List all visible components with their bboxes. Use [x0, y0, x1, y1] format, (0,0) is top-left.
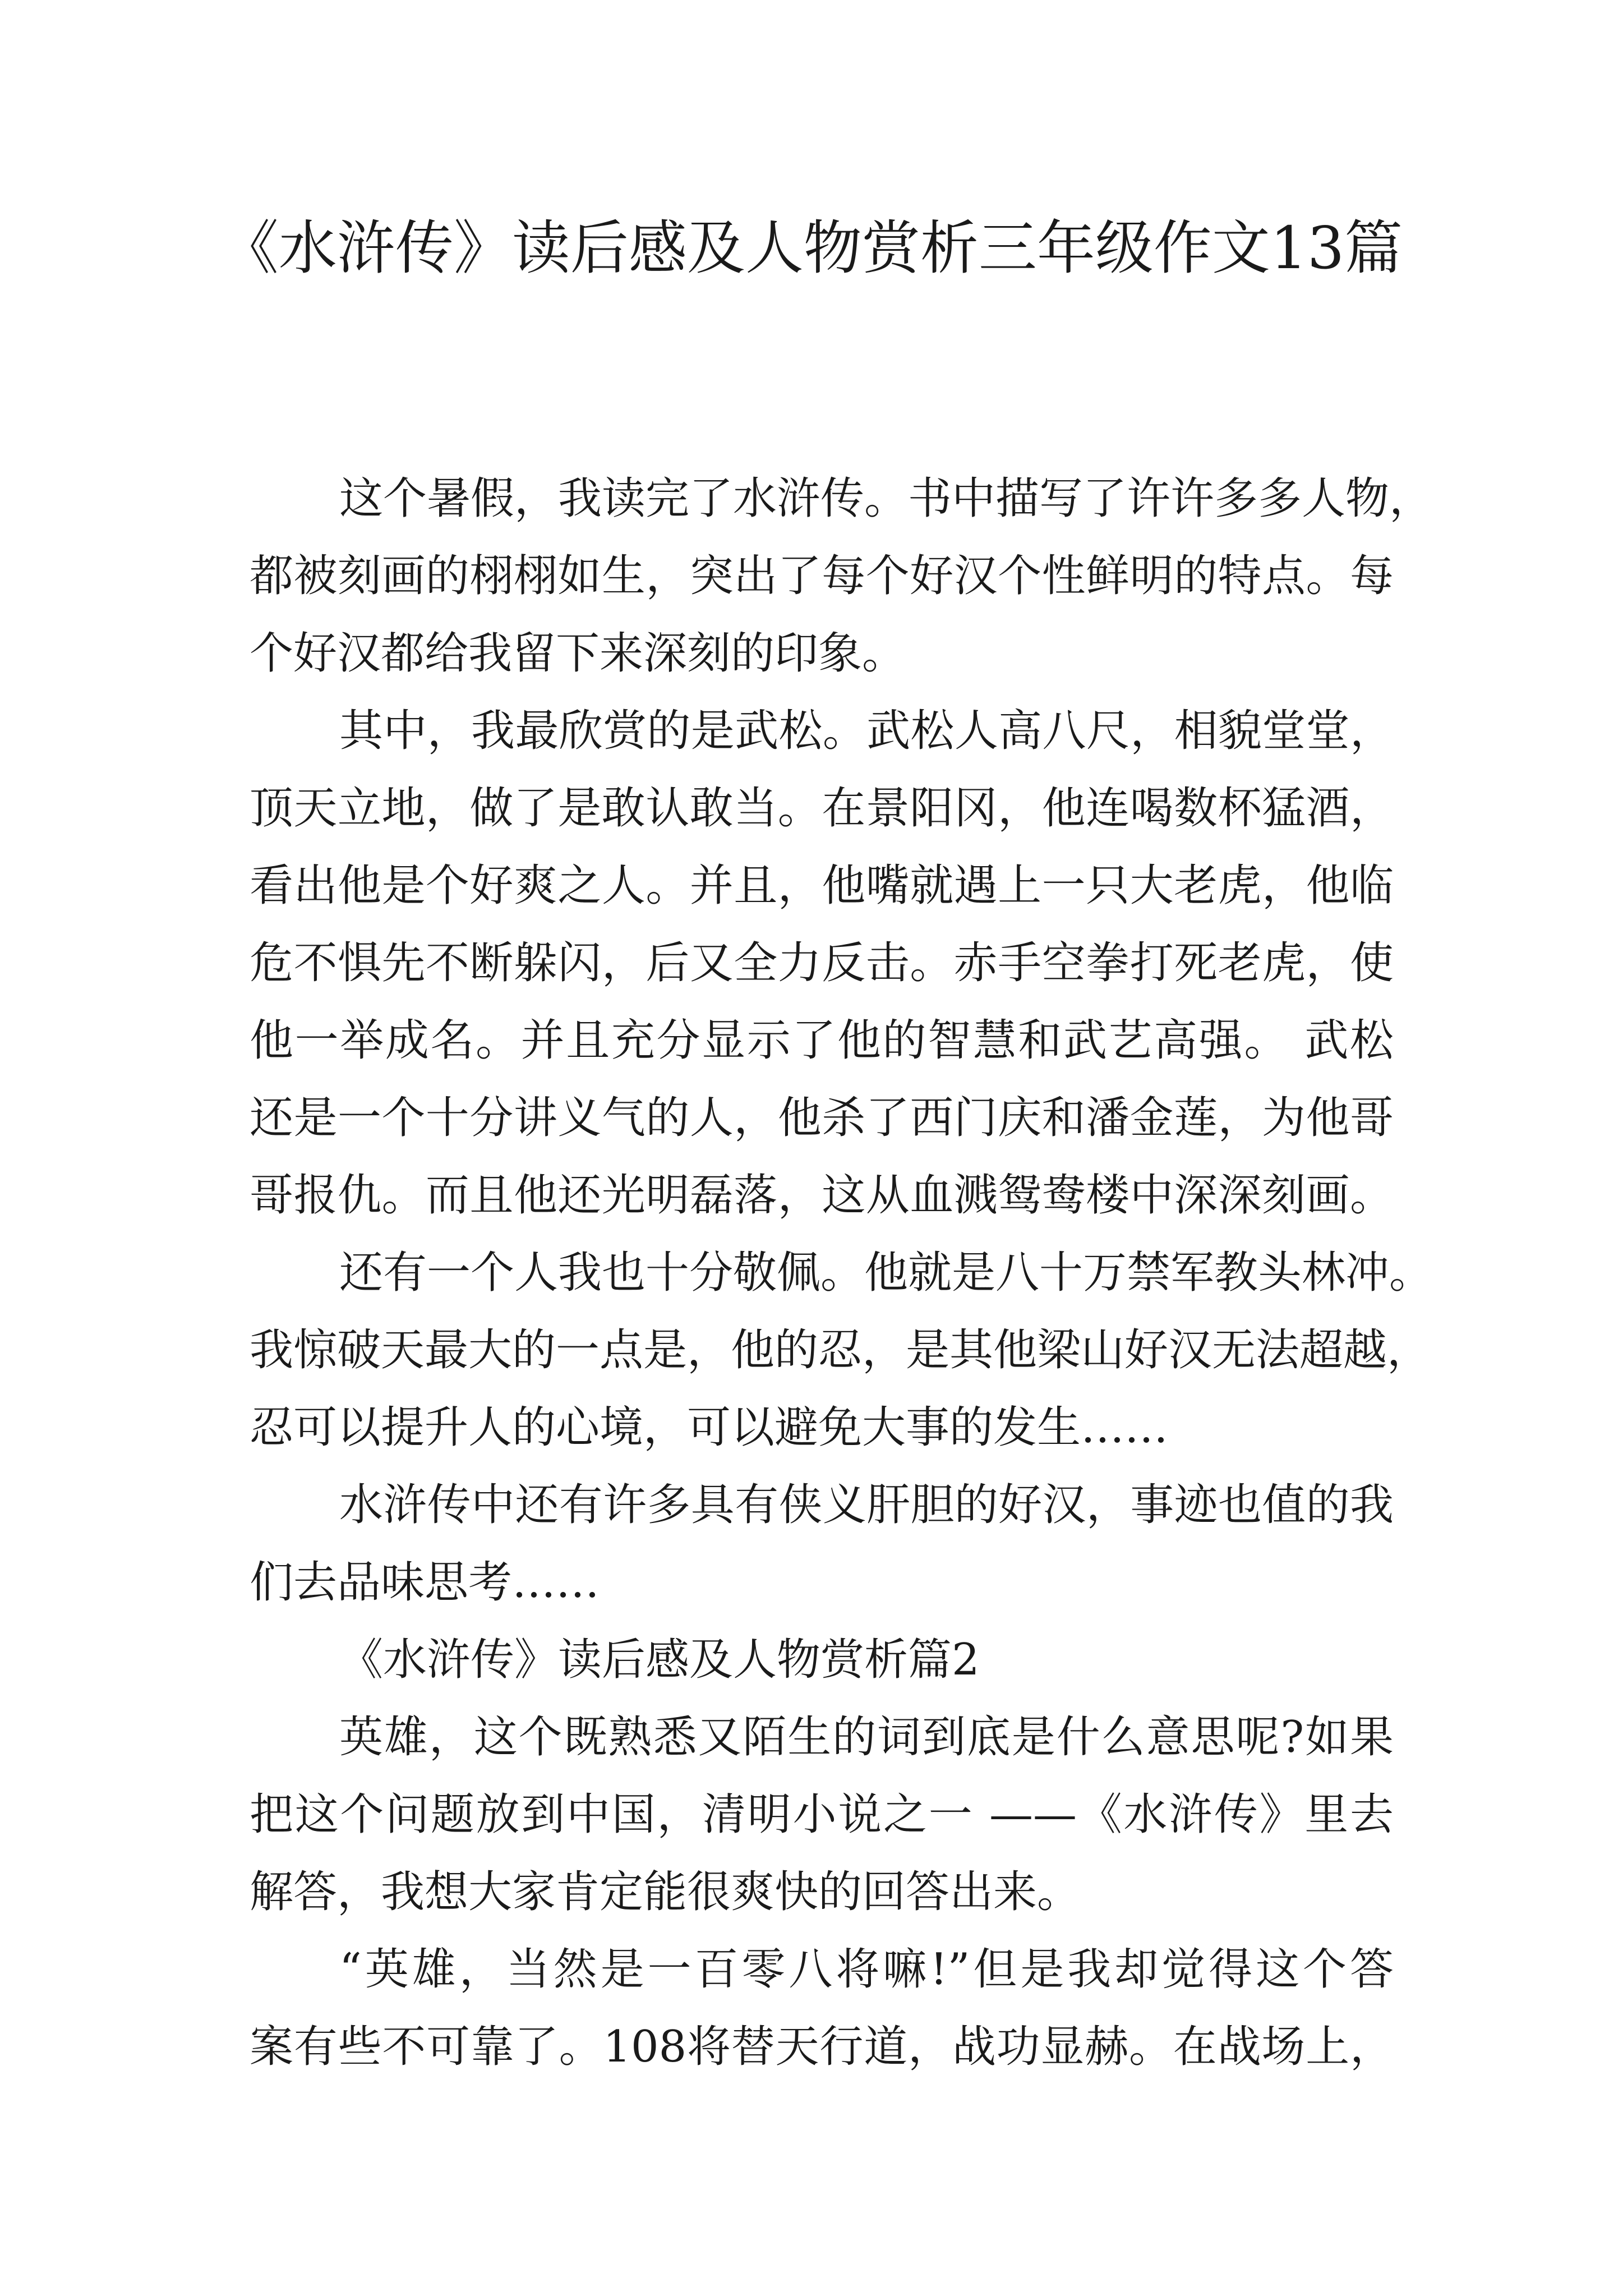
- text-line: 还是一个十分讲义气的人，他杀了西门庆和潘金莲，为他哥: [250, 1093, 1394, 1143]
- text-line: 他一举成名。并且充分显示了他的智慧和武艺高强。 武松: [250, 1015, 1394, 1066]
- text-line: 都被刻画的栩栩如生，突出了每个好汉个性鲜明的特点。每: [250, 551, 1394, 601]
- text-line: 顶天立地，做了是敢认敢当。在景阳冈，他连喝数杯猛酒，: [250, 783, 1394, 834]
- text-line: “英雄，当然是一百零八将嘛!”但是我却觉得这个答: [339, 1944, 1394, 1995]
- text-line: 忍可以提升人的心境，可以避免大事的发生……: [250, 1402, 1169, 1453]
- text-line: 哥报仇。而且他还光明磊落，这从血溅鸳鸯楼中深深刻画。: [250, 1170, 1394, 1221]
- text-line: 危不惧先不断躲闪，后又全力反击。赤手空拳打死老虎，使: [250, 938, 1394, 988]
- text-line: 其中，我最欣赏的是武松。武松人高八尺，相貌堂堂，: [339, 706, 1394, 756]
- text-line: 把这个问题放到中国，清明小说之一 ——《水浒传》里去: [250, 1789, 1394, 1840]
- text-line: 解答，我想大家肯定能很爽快的回答出来。: [250, 1867, 1081, 1917]
- text-line: 我惊破天最大的一点是，他的忍，是其他梁山好汉无法超越，: [250, 1325, 1431, 1375]
- text-line: 个好汉都给我留下来深刻的印象。: [250, 628, 906, 679]
- text-line: 水浒传中还有许多具有侠义肝胆的好汉，事迹也值的我: [339, 1480, 1394, 1530]
- text-line: 这个暑假，我读完了水浒传。书中描写了许许多多人物，: [339, 473, 1433, 524]
- document-body: [250, 460, 1433, 2086]
- text-line: 们去品味思考……: [250, 1557, 600, 1608]
- text-line: 看出他是个好爽之人。并且，他嘴就遇上一只大老虎，他临: [250, 861, 1394, 911]
- text-line: 英雄，这个既熟悉又陌生的词到底是什么意思呢?如果: [339, 1712, 1394, 1763]
- text-line: 案有些不可靠了。108将替天行道，战功显赫。在战场上，: [250, 2022, 1394, 2072]
- document-title: 《水浒传》读后感及人物赏析三年级作文13篇: [220, 214, 1403, 282]
- text-line: 《水浒传》读后感及人物赏析篇2: [339, 1635, 980, 1685]
- text-line: 还有一个人我也十分敬佩。他就是八十万禁军教头林冲。: [339, 1248, 1433, 1298]
